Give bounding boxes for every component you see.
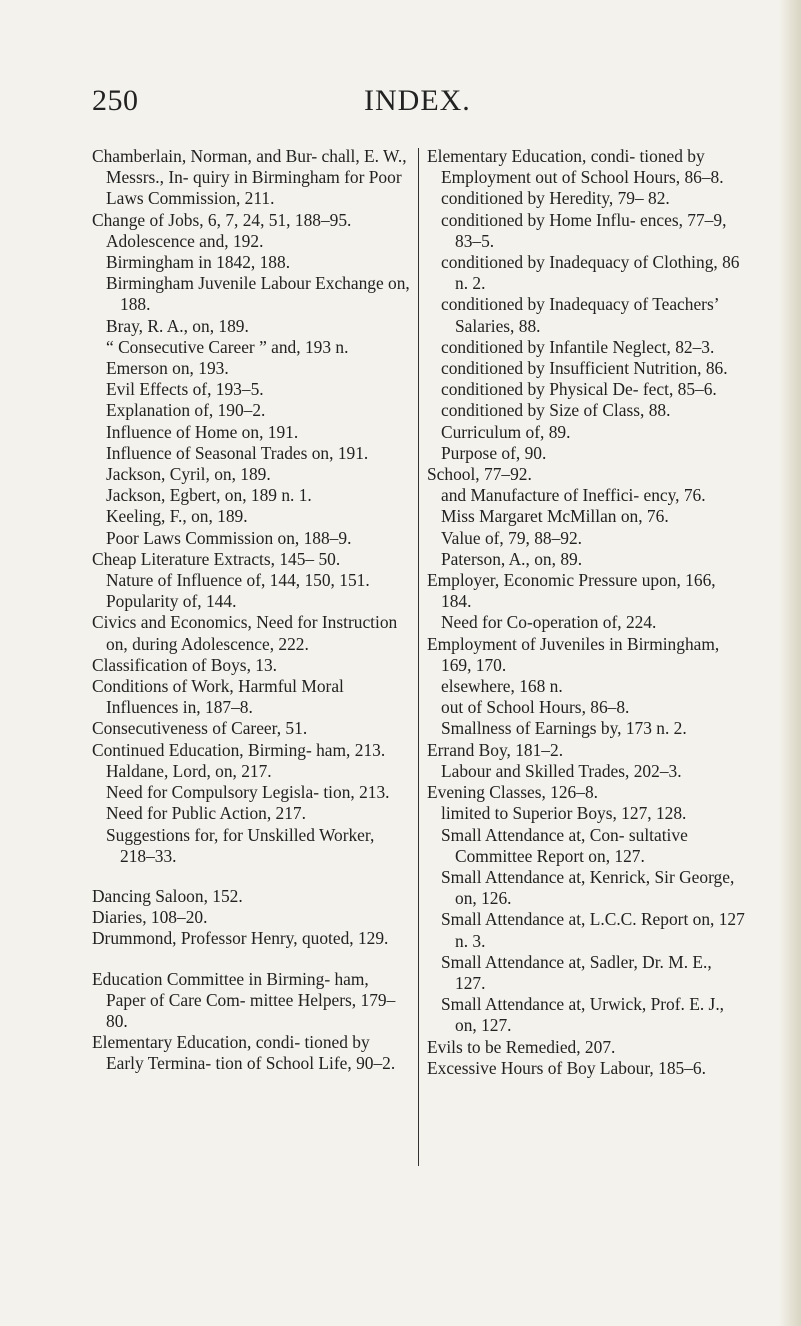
index-subentry: and Manufacture of Ineffici- ency, 76. bbox=[441, 485, 706, 506]
column-divider bbox=[418, 148, 419, 1166]
index-entry: Elementary Education, condi- tioned by Early Termina- tion of School Life, 90–2. bbox=[92, 1032, 396, 1074]
index-subentry: limited to Superior Boys, 127, 128. bbox=[441, 803, 687, 824]
index-subentry: Need for Compulsory Legisla- tion, 213. bbox=[106, 782, 390, 803]
running-head: INDEX. bbox=[364, 84, 471, 117]
index-entry: Errand Boy, 181–2. bbox=[427, 739, 564, 760]
index-subentry: conditioned by Inadequacy of Teachers’ Salaries, 88. bbox=[441, 294, 719, 336]
index-subentry: elsewhere, 168 n. bbox=[441, 676, 563, 697]
index-entry: Employer, Economic Pressure upon, 166, 184. bbox=[427, 570, 716, 612]
index-entry: Change of Jobs, 6, 7, 24, 51, 188–95. bbox=[92, 209, 352, 230]
page-edge-shadow bbox=[779, 0, 801, 1326]
index-subentry: Purpose of, 90. bbox=[441, 442, 547, 463]
index-column-right bbox=[427, 146, 745, 1079]
index-subentry: Explanation of, 190–2. bbox=[106, 400, 266, 421]
index-entry: School, 77–92. bbox=[427, 464, 532, 485]
index-entry: Classification of Boys, 13. bbox=[92, 654, 278, 675]
index-subentry: Birmingham Juvenile Labour Exchange on, 188. bbox=[106, 273, 410, 315]
index-subentry: Need for Co-operation of, 224. bbox=[441, 612, 657, 633]
index-subentry: Small Attendance at, L.C.C. Report on, 127 n. 3. bbox=[441, 909, 745, 951]
index-subentry: Miss Margaret McMillan on, 76. bbox=[441, 506, 669, 527]
index-subentry: conditioned by Infantile Neglect, 82–3. bbox=[441, 336, 715, 357]
index-subentry: Bray, R. A., on, 189. bbox=[106, 315, 249, 336]
index-subentry: conditioned by Home Influ- ences, 77–9, 83–5. bbox=[441, 209, 727, 251]
index-subentry: Adolescence and, 192. bbox=[106, 230, 264, 251]
index-entry: Diaries, 108–20. bbox=[92, 907, 208, 928]
index-subentry: “ Consecutive Career ” and, 193 n. bbox=[106, 336, 349, 357]
index-subentry: conditioned by Heredity, 79– 82. bbox=[441, 188, 670, 209]
index-subentry: Evil Effects of, 193–5. bbox=[106, 379, 264, 400]
index-entry: Excessive Hours of Boy Labour, 185–6. bbox=[427, 1057, 706, 1078]
index-subentry: out of School Hours, 86–8. bbox=[441, 697, 630, 718]
index-subentry: Need for Public Action, 217. bbox=[106, 803, 306, 824]
index-subentry: conditioned by Size of Class, 88. bbox=[441, 400, 671, 421]
index-entry: Employment of Juveniles in Birmingham, 169, 170. bbox=[427, 633, 720, 675]
index-subentry: Curriculum of, 89. bbox=[441, 421, 571, 442]
index-subentry: Haldane, Lord, on, 217. bbox=[106, 760, 272, 781]
index-subentry: Emerson on, 193. bbox=[106, 358, 229, 379]
index-entry: Chamberlain, Norman, and Bur- chall, E. W., Messrs., In- quiry in Birmingham for Poor Laws Commission, 211. bbox=[92, 146, 407, 209]
page-number: 250 bbox=[92, 84, 139, 117]
index-subentry: conditioned by Insufficient Nutrition, 86. bbox=[441, 358, 728, 379]
index-entry: Dancing Saloon, 152. bbox=[92, 885, 243, 906]
index-subentry: conditioned by Physical De- fect, 85–6. bbox=[441, 379, 717, 400]
index-subentry: Birmingham in 1842, 188. bbox=[106, 252, 291, 273]
index-entry: Education Committee in Birming- ham, Paper of Care Com- mittee Helpers, 179–80. bbox=[92, 968, 396, 1031]
index-subentry: Nature of Influence of, 144, 150, 151. bbox=[106, 570, 370, 591]
index-subentry: Poor Laws Commission on, 188–9. bbox=[106, 527, 352, 548]
index-subentry: Value of, 79, 88–92. bbox=[441, 527, 583, 548]
index-entry: Conditions of Work, Harmful Moral Influences in, 187–8. bbox=[92, 676, 344, 718]
index-entry: Elementary Education, condi- tioned by Employment out of School Hours, 86–8. bbox=[427, 146, 724, 188]
index-subentry: Small Attendance at, Con- sultative Committee Report on, 127. bbox=[441, 824, 688, 866]
index-columns bbox=[92, 146, 752, 1166]
index-subentry: Smallness of Earnings by, 173 n. 2. bbox=[441, 718, 687, 739]
index-subentry: Paterson, A., on, 89. bbox=[441, 548, 583, 569]
index-entry: Civics and Economics, Need for Instruction on, during Adolescence, 222. bbox=[92, 612, 398, 654]
index-subentry: Jackson, Cyril, on, 189. bbox=[106, 464, 271, 485]
page-header bbox=[0, 84, 801, 128]
index-entry: Consecutiveness of Career, 51. bbox=[92, 718, 308, 739]
index-subentry: Small Attendance at, Kenrick, Sir George, on, 126. bbox=[441, 866, 735, 909]
index-entry: Evils to be Remedied, 207. bbox=[427, 1036, 616, 1057]
index-subentry: Influence of Home on, 191. bbox=[106, 421, 299, 442]
index-subentry: Influence of Seasonal Trades on, 191. bbox=[106, 442, 369, 463]
index-subentry: Suggestions for, for Unskilled Worker, 218–33. bbox=[106, 824, 375, 866]
index-subentry: Labour and Skilled Trades, 202–3. bbox=[441, 760, 682, 781]
index-entry: Evening Classes, 126–8. bbox=[427, 782, 598, 803]
index-subentry: conditioned by Inadequacy of Clothing, 86 n. 2. bbox=[441, 252, 740, 294]
index-subentry: Jackson, Egbert, on, 189 n. 1. bbox=[106, 485, 312, 506]
index-entry: Continued Education, Birming- ham, 213. bbox=[92, 739, 386, 760]
index-entry: Cheap Literature Extracts, 145– 50. bbox=[92, 548, 341, 569]
index-entry: Drummond, Professor Henry, quoted, 129. bbox=[92, 928, 389, 949]
index-subentry: Popularity of, 144. bbox=[106, 591, 237, 612]
index-subentry: Small Attendance at, Urwick, Prof. E. J., on, 127. bbox=[441, 994, 725, 1036]
index-column-left bbox=[92, 146, 410, 1075]
index-subentry: Keeling, F., on, 189. bbox=[106, 506, 248, 527]
index-subentry: Small Attendance at, Sadler, Dr. M. E., 127. bbox=[441, 951, 712, 993]
